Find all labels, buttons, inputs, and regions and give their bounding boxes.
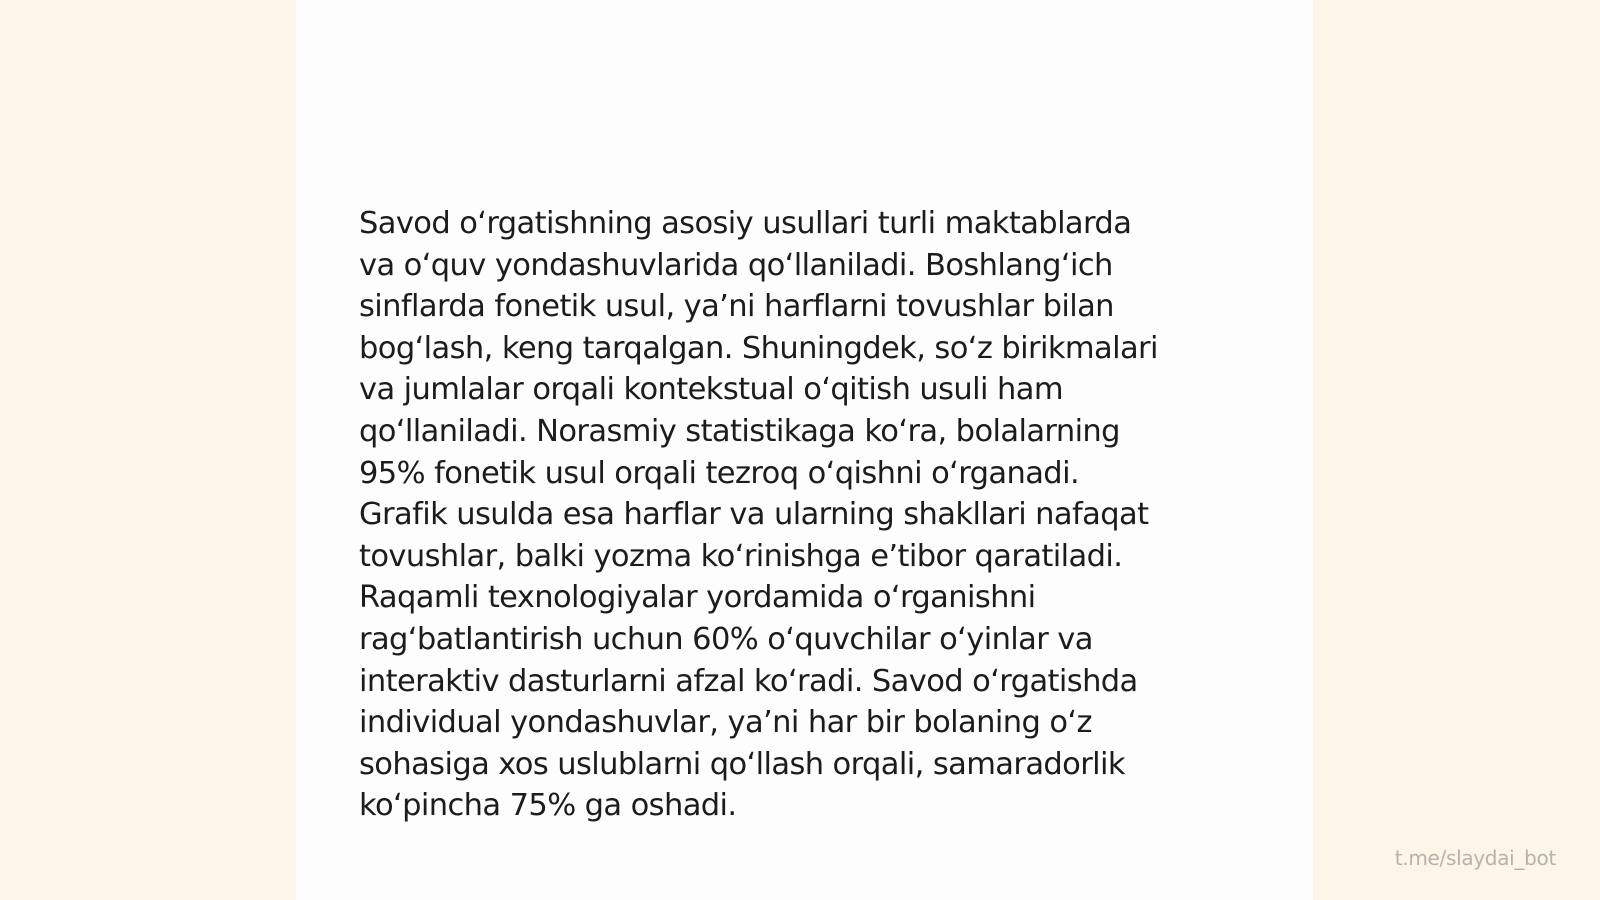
watermark-link: t.me/slaydai_bot (1394, 846, 1556, 870)
slide-body-paragraph: Savod o‘rgatishning asosiy usullari turli maktablarda va o‘quv yondashuvlarida qo‘llaniladi. Boshlang‘ich sinflarda fonetik usul, ya’ni harflarni tovushlar bilan bog‘lash, keng tarqalgan. Shuningdek, so‘z birikmalari va jumlalar orqali kontekstual o‘qitish usuli ham qo‘llaniladi. Norasmiy statistikaga ko‘ra, bolalarning 95% fonetik usul orqali tezroq o‘qishni o‘rganadi. Grafik usulda esa harflar va ularning shakllari nafaqat tovushlar, balki yozma ko‘rinishga e’tibor qaratiladi. Raqamli texnologiyalar yordamida o‘rganishni rag‘batlantirish uchun 60% o‘quvchilar o‘yinlar va interaktiv dasturlarni afzal ko‘radi. Savod o‘rgatishda individual yondashuvlar, ya’ni har bir bolaning o‘z sohasiga xos uslublarni qo‘llash orqali, samaradorlik ko‘pincha 75% ga oshadi. (359, 206, 1158, 824)
left-margin-background (0, 0, 296, 900)
right-margin-background (1313, 0, 1600, 900)
